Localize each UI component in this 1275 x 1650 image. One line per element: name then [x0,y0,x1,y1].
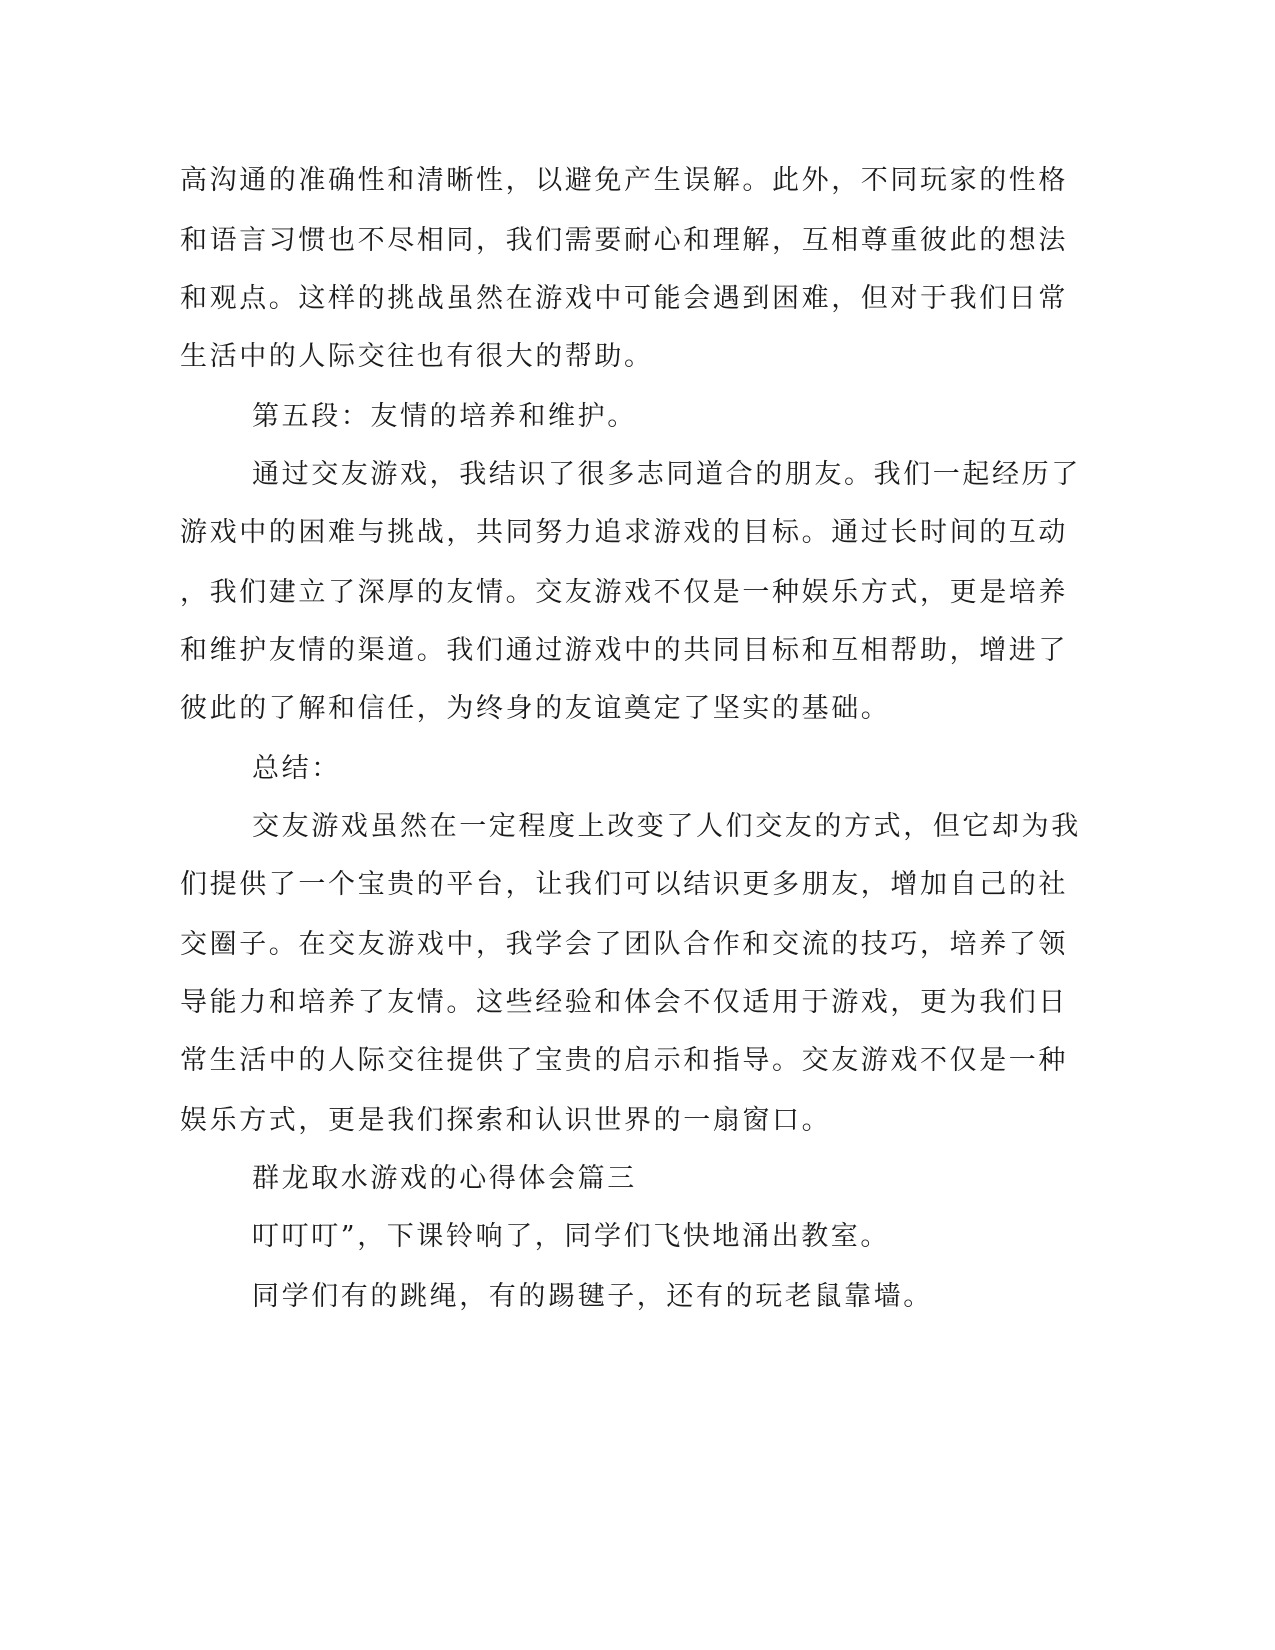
paragraph-line: 游戏中的困难与挑战，共同努力追求游戏的目标。通过长时间的互动 [180,517,1068,548]
paragraph-line: 同学们有的跳绳，有的踢毽子，还有的玩老鼠靠墙。 [252,1281,933,1312]
paragraph-line: 生活中的人际交往也有很大的帮助。 [180,341,654,372]
paragraph-line: 交圈子。在交友游戏中，我学会了团队合作和交流的技巧，培养了领 [180,929,1068,960]
paragraph-line: 通过交友游戏，我结识了很多志同道合的朋友。我们一起经历了 [252,459,1081,490]
paragraph-line: ，我们建立了深厚的友情。交友游戏不仅是一种娱乐方式，更是培养 [180,577,1068,608]
paragraph-line: 常生活中的人际交往提供了宝贵的启示和指导。交友游戏不仅是一种 [180,1045,1068,1076]
paragraph-line: 高沟通的准确性和清晰性，以避免产生误解。此外，不同玩家的性格 [180,165,1068,196]
paragraph-line: 交友游戏虽然在一定程度上改变了人们交友的方式，但它却为我 [252,811,1081,842]
paragraph-line: 彼此的了解和信任，为终身的友谊奠定了坚实的基础。 [180,693,891,724]
section-heading: 第五段：友情的培养和维护。 [252,401,637,432]
paragraph-line: 们提供了一个宝贵的平台，让我们可以结识更多朋友，增加自己的社 [180,869,1068,900]
section-heading: 总结： [252,753,341,784]
section-title: 群龙取水游戏的心得体会篇三 [252,1163,637,1194]
paragraph-line: 和维护友情的渠道。我们通过游戏中的共同目标和互相帮助，增进了 [180,635,1068,666]
paragraph-line: 娱乐方式，更是我们探索和认识世界的一扇窗口。 [180,1105,832,1136]
paragraph-line: 导能力和培养了友情。这些经验和体会不仅适用于游戏，更为我们日 [180,987,1068,1018]
paragraph-line: 和观点。这样的挑战虽然在游戏中可能会遇到困难，但对于我们日常 [180,283,1068,314]
paragraph-line: 和语言习惯也不尽相同，我们需要耐心和理解，互相尊重彼此的想法 [180,225,1068,256]
paragraph-line: 叮叮叮”，下课铃响了，同学们飞快地涌出教室。 [252,1221,891,1252]
